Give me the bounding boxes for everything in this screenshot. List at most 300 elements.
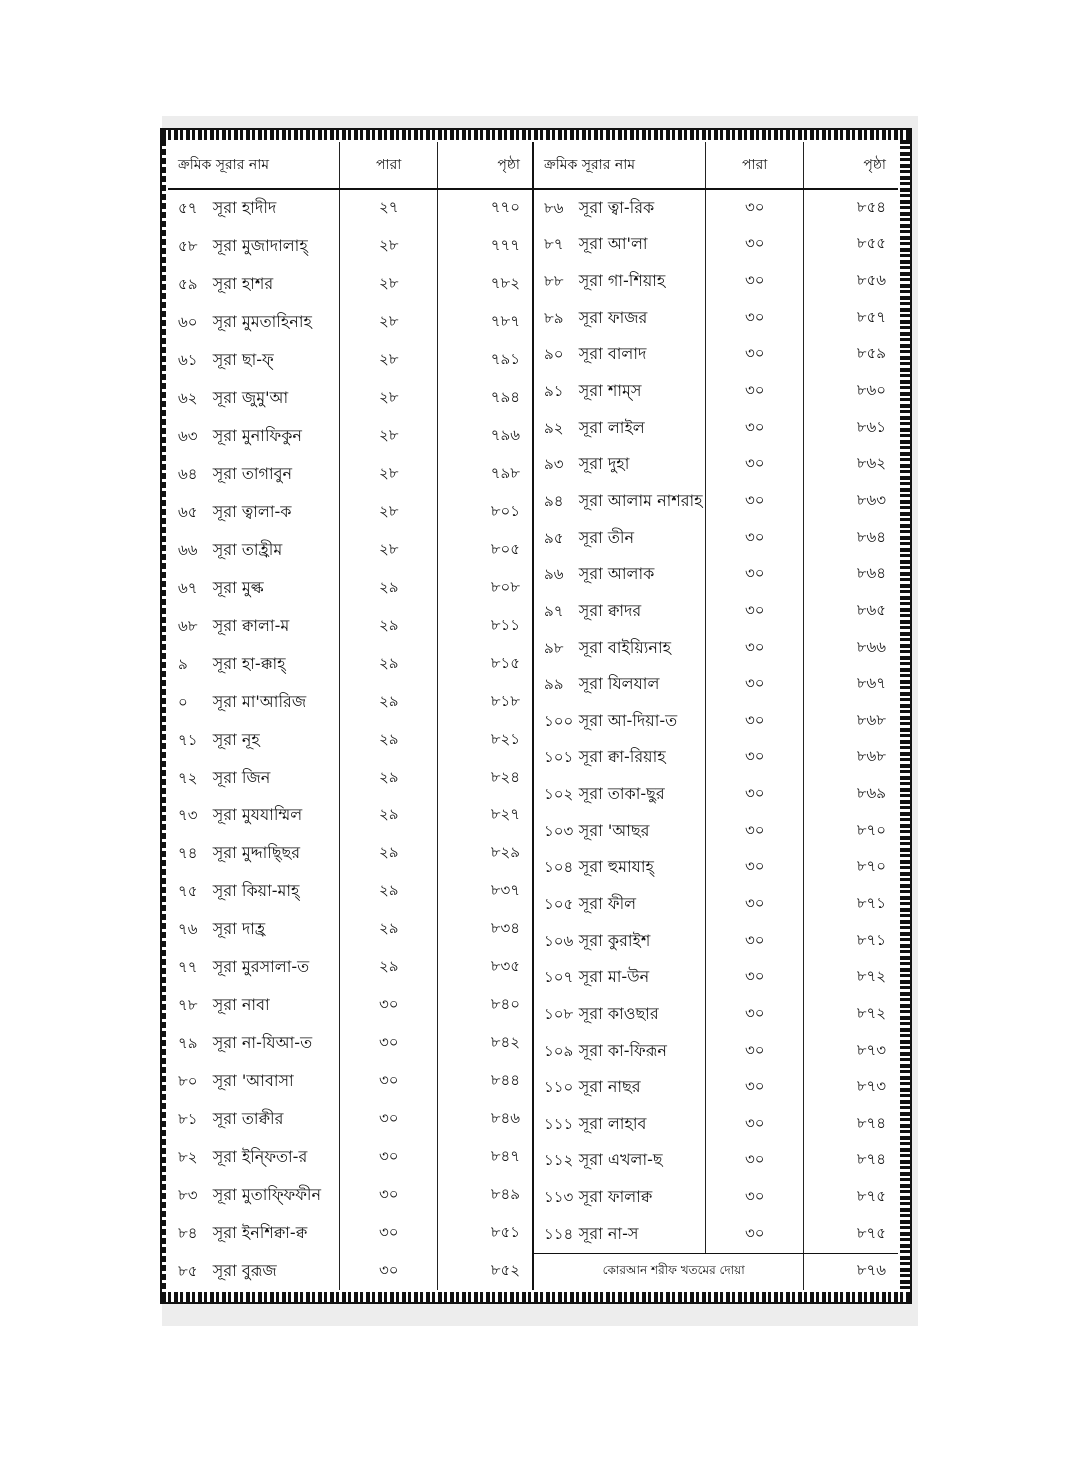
page-number: ৮৪০ [437,987,532,1025]
dua-label: কোরআন শরীফ খতমের দোয়া [602,1262,745,1277]
table-row [534,959,898,996]
para-number: ২৭ [339,190,437,228]
para-number: ২৯ [339,835,437,873]
page-number: ৭৮২ [437,266,532,304]
page-number: ৮৩৭ [437,873,532,911]
table-row [534,886,898,923]
surah-name: সূরা আ-দিয়া-ত [578,710,678,730]
serial-number: ৯১ [544,382,564,401]
serial-number: ৬০ [178,313,198,332]
surah-cell [534,1074,705,1101]
surah-cell [534,1184,705,1211]
para-number: ২৯ [339,911,437,949]
page-number: ৮২৯ [437,835,532,873]
para-number: ৩০ [339,987,437,1025]
serial-number: ৮৫ [178,1261,198,1280]
serial-number: ৯৯ [544,675,564,694]
para-number: ২৯ [339,759,437,797]
para-number: ২৯ [339,569,437,607]
surah-name: সূরা আ'লা [578,234,648,254]
para-number: ৩০ [339,1176,437,1214]
page-number: ৮০১ [437,494,532,532]
table-row [168,266,532,304]
serial-number: ৫৯ [178,275,198,294]
serial-number: ৯ [178,654,188,673]
surah-name: সূরা এখলা-ছ [578,1150,663,1170]
surah-cell [534,415,705,442]
para-number: ৩০ [339,1025,437,1063]
surah-name: সূরা ত্বালা-ক [212,501,292,521]
page-number: ৮৭২ [803,996,898,1033]
serial-number: ৬৭ [178,578,198,597]
page-number: ৮৪৪ [437,1063,532,1101]
table-row [168,607,532,645]
para-number: ৩০ [705,483,803,520]
table-row [534,593,898,630]
page-number: ৮৭৩ [803,1033,898,1070]
surah-cell [168,765,339,792]
surah-cell [168,840,339,867]
surah-name: সূরা বুরূজ [212,1260,277,1280]
surah-name: সূরা বালাদ [578,344,647,364]
surah-name: সূরা তাকা-ছুর [578,784,665,804]
para-number: ৩০ [705,959,803,996]
surah-cell [168,727,339,754]
serial-number: ৬৩ [178,427,198,446]
surah-name: সূরা বাইয়্যিনাহ [578,637,671,657]
page-number: ৮৬২ [803,446,898,483]
page-number: ৮৩৪ [437,911,532,949]
table-row [534,190,898,227]
page-number: ৮৩৫ [437,949,532,987]
surah-cell [168,385,339,412]
serial-number: ৭১ [178,730,198,749]
surah-name: সূরা ফাজর [578,307,648,327]
surah-cell [168,499,339,526]
page-number: ৮৪৭ [437,1138,532,1176]
table-row [168,531,532,569]
surah-cell [534,1147,705,1174]
page-number: ৮৫১ [437,1214,532,1252]
surah-cell [534,964,705,991]
serial-number: ১০৫ [544,894,574,913]
surah-cell [534,928,705,955]
table-row [168,190,532,228]
table-row [534,1069,898,1106]
surah-cell [534,1001,705,1028]
table-row [534,850,898,887]
serial-number: ৬৬ [178,540,198,559]
para-number: ৩০ [705,263,803,300]
surah-cell [168,992,339,1019]
surah-name: সূরা মুতাফ্ফিফীন [212,1184,322,1204]
para-number: ২৯ [339,949,437,987]
surah-cell [168,651,339,678]
surah-name: সূরা ক্বালা-ম [212,615,290,635]
surah-cell [168,575,339,602]
page-number: ৭৯৬ [437,418,532,456]
page-number: ৮০৮ [437,569,532,607]
surah-cell [534,451,705,478]
page-number: ৮৪২ [437,1025,532,1063]
para-number: ৩০ [705,703,803,740]
surah-cell [534,854,705,881]
surah-name: সূরা মুদ্দাছ্ছির [212,843,301,863]
table-row [534,630,898,667]
serial-number: ১১০ [544,1078,574,1097]
para-number: ৩০ [705,630,803,667]
serial-number: ৯৫ [544,528,564,547]
page-number: ৮৭৪ [803,1106,898,1143]
surah-name: সূরা মা'আরিজ [212,691,307,711]
surah-cell [534,891,705,918]
table-row [168,987,532,1025]
surah-cell [168,271,339,298]
surah-cell [168,233,339,260]
surah-cell [534,818,705,845]
table-row [534,373,898,410]
surah-name: সূরা তাক্বীর [212,1108,284,1128]
page-number: ৭৮৭ [437,304,532,342]
header-para: পারা [705,142,803,188]
para-number: ৩০ [705,740,803,777]
table-row [168,683,532,721]
table-row [534,483,898,520]
surah-name: সূরা মা-উন [578,967,650,987]
surah-name: সূরা ত্বা-রিক [578,197,655,217]
surah-cell [534,341,705,368]
table-row [168,1214,532,1252]
page-number: ৮৪৯ [437,1176,532,1214]
page-number: ৮৬৮ [803,703,898,740]
table-row [168,721,532,759]
surah-name: সূরা তাহ্রীম [212,539,283,559]
surah-name: সূরা দুহা [578,454,630,474]
table-row [534,1033,898,1070]
para-number: ২৯ [339,873,437,911]
serial-number: ১০৬ [544,931,574,950]
surah-cell [168,1144,339,1171]
page-number: ৮২১ [437,721,532,759]
page-number: ৮৭০ [803,813,898,850]
para-number: ৩০ [705,556,803,593]
para-number: ৩০ [339,1214,437,1252]
para-number: ২৮ [339,380,437,418]
para-number: ২৮ [339,494,437,532]
table-row [168,494,532,532]
table-row [168,418,532,456]
para-number: ৩০ [339,1138,437,1176]
surah-name: সূরা মুনাফিকুন [212,426,302,446]
surah-name: সূরা ছা-ফ্ [212,350,274,370]
surah-cell [168,878,339,905]
surah-cell [534,378,705,405]
decorative-border-left [162,140,166,1292]
surah-name: সূরা আলাক [578,564,655,584]
surah-name: সূরা হুমাযাহ্ [578,857,654,877]
surah-name: সূরা না-যিআ-ত [212,1033,313,1053]
surah-name: সূরা হাশর [212,274,274,294]
para-number: ৩০ [705,1069,803,1106]
para-number: ২৮ [339,418,437,456]
surah-cell [168,1106,339,1133]
surah-cell [168,689,339,716]
serial-number: ৯৭ [544,601,564,620]
table-row [168,1252,532,1290]
page-number: ৭৭৭ [437,228,532,266]
left-column-table [168,142,534,1290]
page-number: ৮৭৫ [803,1216,898,1253]
para-number: ৩০ [339,1101,437,1139]
para-number: ২৯ [339,721,437,759]
para-number: ২৯ [339,797,437,835]
right-header-row [534,142,898,190]
surah-cell [168,1258,339,1285]
table-row [534,300,898,337]
para-number: ২৮ [339,228,437,266]
surah-name: সূরা নূহ [212,729,260,749]
serial-number: ৮৩ [178,1185,198,1204]
table-row [534,1106,898,1143]
surah-name: সূরা শাম্স [578,381,642,401]
page-number: ৮৭১ [803,923,898,960]
para-number: ৩০ [705,886,803,923]
surah-cell [168,309,339,336]
para-number: ৩০ [705,300,803,337]
surah-cell [534,671,705,698]
surah-name: সূরা 'আবাসা [212,1071,294,1091]
surah-cell [168,802,339,829]
para-number: ৩০ [705,1033,803,1070]
page-number: ৮৬৫ [803,593,898,630]
page-number: ৮৫৫ [803,227,898,264]
surah-cell [534,598,705,625]
serial-number: ৭৭ [178,958,198,977]
page-number: ৮৭২ [803,959,898,996]
serial-number: ৬৪ [178,465,198,484]
para-number: ৩০ [705,337,803,374]
table-row [534,776,898,813]
serial-number: ০ [178,692,188,711]
table-grid [168,142,896,1290]
table-row [168,1063,532,1101]
serial-number: ৮২ [178,1147,198,1166]
page-number: ৮৬৬ [803,630,898,667]
table-row [168,873,532,911]
serial-number: ৬১ [178,351,198,370]
page-number: ৭৭০ [437,190,532,228]
dua-row [534,1253,898,1291]
table-row [534,703,898,740]
page-number: ৭৯১ [437,342,532,380]
serial-number: ৮৬ [544,198,564,217]
page-number: ৭৯৪ [437,380,532,418]
para-number: ৩০ [339,1252,437,1290]
surah-name: সূরা যিলযাল [578,674,660,694]
surah-cell [534,744,705,771]
table-row [168,1025,532,1063]
table-row [168,569,532,607]
para-number: ৩০ [705,1216,803,1253]
header-serial-name: ক্রমিক সূরার নাম [178,157,270,173]
header-para: পারা [339,142,437,188]
serial-number: ৮৯ [544,308,564,327]
serial-number: ৫৮ [178,237,198,256]
serial-number: ৮১ [178,1109,198,1128]
decorative-border-right [900,140,910,1292]
table-row [534,1179,898,1216]
para-number: ৩০ [705,1179,803,1216]
surah-cell [168,954,339,981]
serial-number: ৯৬ [544,565,564,584]
surah-cell [534,268,705,295]
page-number: ৮৬৩ [803,483,898,520]
page-number: ৮৬০ [803,373,898,410]
serial-number: ১১২ [544,1151,574,1170]
header-serial-name: ক্রমিক সূরার নাম [544,157,636,173]
para-number: ৩০ [705,593,803,630]
surah-name: সূরা তীন [578,527,635,547]
page-number: ৮১১ [437,607,532,645]
left-header-row [168,142,532,190]
surah-name: সূরা হা-ক্কাহ্ [212,653,286,673]
page-number: ৮৬৪ [803,520,898,557]
surah-name: সূরা তাগাবুন [212,464,293,484]
page-number: ৮৪৬ [437,1101,532,1139]
para-number: ৩০ [705,520,803,557]
surah-cell [534,1221,705,1248]
surah-cell [168,537,339,564]
surah-name: সূরা না-স [578,1223,639,1243]
para-number: ৩০ [339,1063,437,1101]
surah-cell [534,561,705,588]
para-number: ৩০ [705,410,803,447]
surah-name: সূরা কিয়া-মাহ্ [212,881,300,901]
page-number: ৮৫৪ [803,190,898,227]
table-row [534,996,898,1033]
surah-cell [168,916,339,943]
page-number: ৮৫৭ [803,300,898,337]
table-row [168,949,532,987]
para-number: ৩০ [705,813,803,850]
table-row [534,740,898,777]
serial-number: ৭৯ [178,1034,198,1053]
table-row [168,380,532,418]
surah-name: সূরা মুজাদালাহ্ [212,236,308,256]
table-row [534,666,898,703]
table-row [168,835,532,873]
serial-number: ৮৮ [544,272,564,291]
serial-number: ৮০ [178,1072,198,1091]
serial-number: ১০৭ [544,968,574,987]
serial-number: ১০৩ [544,821,574,840]
page-number: ৮৫৬ [803,263,898,300]
table-row [168,797,532,835]
para-number: ২৮ [339,266,437,304]
surah-name: সূরা ইন্ফিতা-র [212,1146,308,1166]
surah-name: সূরা ক্বা-রিয়াহ [578,747,666,767]
surah-name: সূরা নাছর [578,1077,641,1097]
surah-name: সূরা ইনশিক্বা-ক্ব [212,1222,308,1242]
table-row [534,556,898,593]
surah-name: সূরা লাহাব [578,1113,647,1133]
serial-number: ৮৭ [544,235,564,254]
surah-cell [534,1111,705,1138]
para-number: ২৮ [339,342,437,380]
surah-name: সূরা ফীল [578,893,637,913]
surah-cell [534,488,705,515]
page-number: ৮৭০ [803,850,898,887]
page-number: ৮৫২ [437,1252,532,1290]
para-number: ২৮ [339,304,437,342]
para-number: ৩০ [705,446,803,483]
surah-name: সূরা মুরসালা-ত [212,957,310,977]
index-table [160,128,912,1304]
serial-number: ৯৮ [544,638,564,657]
serial-number: ৬২ [178,389,198,408]
para-number: ২৯ [339,645,437,683]
serial-number: ১০৮ [544,1004,574,1023]
serial-number: ১১৪ [544,1224,574,1243]
table-row [534,813,898,850]
surah-name: সূরা মুল্ক [212,577,264,597]
dua-page-number: ৮৭৬ [803,1254,898,1291]
surah-cell [534,525,705,552]
page-number: ৮১৮ [437,683,532,721]
surah-name: সূরা গা-শিয়াহ [578,271,666,291]
surah-name: সূরা 'আছর [578,820,650,840]
page-number: ৮৬৪ [803,556,898,593]
surah-name: সূরা ক্বাদর [578,600,642,620]
para-number: ৩০ [705,776,803,813]
table-row [534,337,898,374]
surah-name: সূরা কাওছার [578,1003,659,1023]
surah-name: সূরা মুমতাহিনাহ [212,312,312,332]
table-row [168,1138,532,1176]
serial-number: ৮৪ [178,1223,198,1242]
serial-number: ৫৭ [178,199,198,218]
table-row [168,645,532,683]
serial-number: ১০৯ [544,1041,574,1060]
serial-number: ১০৪ [544,858,574,877]
surah-name: সূরা কা-ফিরূন [578,1040,667,1060]
serial-number: ১০২ [544,785,574,804]
decorative-border-top [162,130,910,140]
serial-number: ৯২ [544,418,564,437]
decorative-border-bottom [162,1292,910,1302]
para-number: ৩০ [705,227,803,264]
para-number: ২৯ [339,683,437,721]
surah-name: সূরা জুমু'আ [212,388,289,408]
surah-name: সূরা লাইল [578,417,645,437]
table-row [534,227,898,264]
surah-name: সূরা মুযযাম্মিল [212,805,303,825]
serial-number: ৯০ [544,345,564,364]
table-row [534,1143,898,1180]
surah-name: সূরা আলাম নাশরাহ [578,490,703,510]
table-row [168,1101,532,1139]
table-row [168,759,532,797]
serial-number: ৯৩ [544,455,564,474]
surah-cell [168,347,339,374]
surah-cell [168,195,339,222]
surah-name: সূরা কুরাইশ [578,930,651,950]
table-row [168,304,532,342]
table-row [168,456,532,494]
table-row [168,1176,532,1214]
surah-cell [534,231,705,258]
serial-number: ৬৫ [178,502,198,521]
